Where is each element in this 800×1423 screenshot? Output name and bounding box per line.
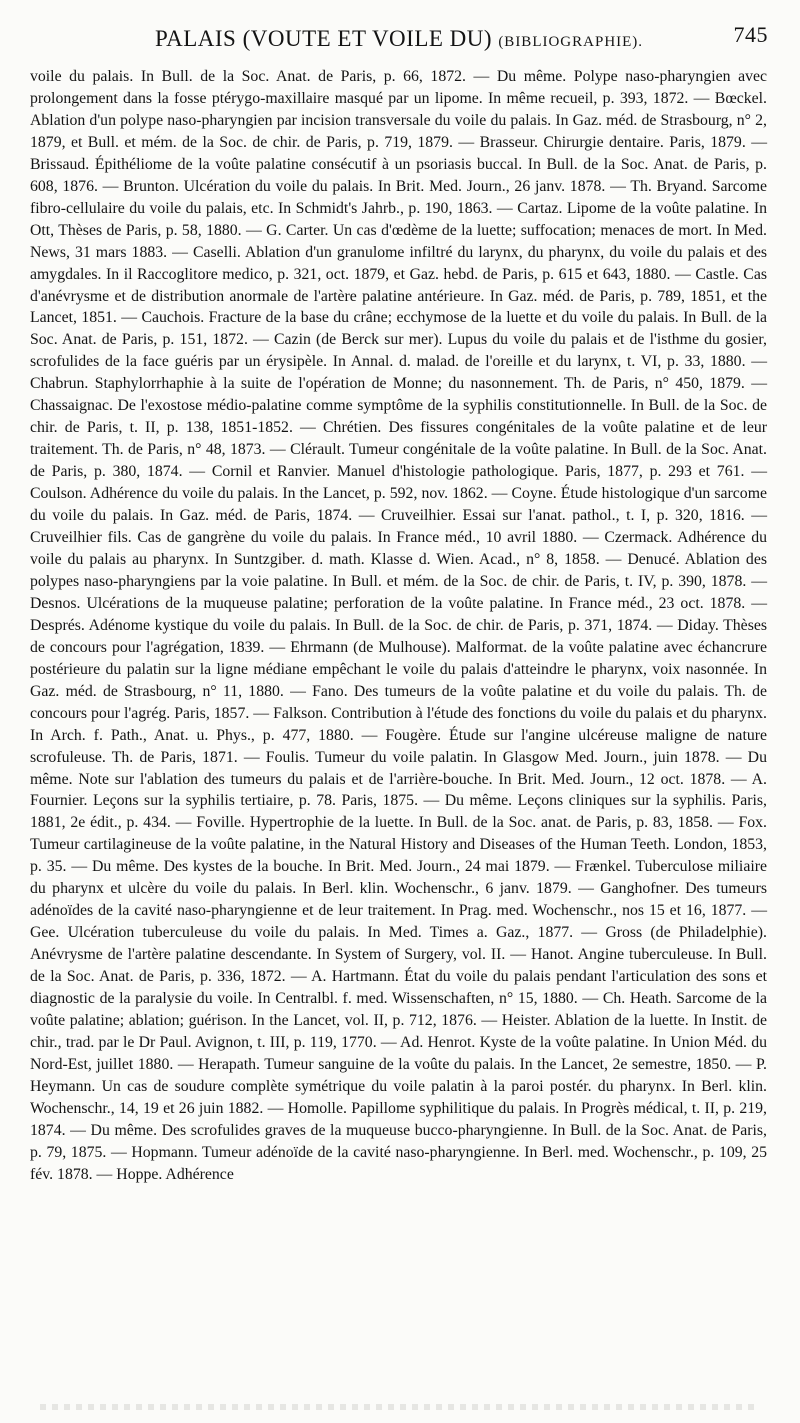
section-label: (BIBLIOGRAPHIE).: [498, 34, 644, 50]
bibliography-text: voile du palais. In Bull. de la Soc. Anat. de Paris, p. 66, 1872. — Du même. Polype naso-pharyngien avec prolongement dans la fosse ptérygo-maxillaire masqué par un lipome. In même recueil, p. 393, 1872. — Bœckel. Ablation d'un polype naso-pharyngien par incision transversale du voile du palais. In Gaz. méd. de Strasbourg, n° 2, 1879, et Bull. et mém. de la Soc. de chir. de Paris, p. 719, 1879. — Brasseur. Chirurgie dentaire. Paris, 1879. — Brissaud. Épithéliome de la voûte palatine consécutif à un psoriasis buccal. In Bull. de la Soc. Anat. de Paris, p. 608, 1876. — Brunton. Ulcération du voile du palais. In Brit. Med. Journ., 26 janv. 1878. — Th. Bryand. Sarcome fibro-cellulaire du voile du palais, etc. In Schmidt's Jahrb., p. 190, 1863. — Cartaz. Lipome de la voûte palatine. In Ott, Thèses de Paris, p. 58, 1880. — G. Carter. Un cas d'œdème de la luette; suffocation; menaces de mort. In Med. News, 31 mars 1883. — Caselli. Ablation d'un granulome infiltré du larynx, du pharynx, du voile du palais et des amygdales. In il Raccoglitore medico, p. 321, oct. 1879, et Gaz. hebd. de Paris, p. 615 et 643, 1880. — Castle. Cas d'anévrysme et de distribution anormale de l'artère palatine antérieure. In Gaz. méd. de Paris, p. 789, 1851, et the Lancet, 1851. — Cauchois. Fracture de la base du crâne; ecchymose de la luette et du voile du palais. In Bull. de la Soc. Anat. de Paris, p. 151, 1872. — Cazin (de Berck sur mer). Lupus du voile du palais et de l'isthme du gosier, scrofulides de la face guéris par un érysipèle. In Annal. d. malad. de l'oreille et du larynx, t. VI, p. 33, 1880. — Chabrun. Staphylorrhaphie à la suite de l'opération de Monne; du nasonnement. Th. de Paris, n° 450, 1879. — Chassaignac. De l'exostose médio-palatine comme symptôme de la syphilis constitutionnelle. In Bull. de la Soc. de chir. de Paris, t. II, p. 138, 1851-1852. — Chrétien. Des fissures congénitales de la voûte palatine et de leur traitement. Th. de Paris, n° 48, 1873. — Clérault. Tumeur congénitale de la voûte palatine. In Bull. de la Soc. Anat. de Paris, p. 380, 1874. — Cornil et Ranvier. Manuel d'histologie pathologique. Paris, 1877, p. 293 et 761. — Coulson. Adhérence du voile du palais. In the Lancet, p. 592, nov. 1862. — Coyne. Étude histologique d'un sarcome du voile du palais. In Gaz. méd. de Paris, 1874. — Cruveilhier. Essai sur l'anat. pathol., t. I, p. 320, 1816. — Cruveilhier fils. Cas de gangrène du voile du palais. In France méd., 10 avril 1880. — Czermack. Adhérence du voile du palais au pharynx. In Suntzgiber. d. math. Klasse d. Wien. Acad., n° 8, 1858. — Denucé. Ablation des polypes naso-pharyngiens par la voie palatine. In Bull. et mém. de la Soc. de chir. de Paris, t. IV, p. 390, 1878. — Desnos. Ulcérations de la muqueuse palatine; perforation de la voûte palatine. In France méd., 23 oct. 1878. — Després. Adénome kystique du voile du palais. In Bull. de la Soc. de chir. de Paris, p. 371, 1874. — Diday. Thèses de concours pour l'agrégation, 1839. — Ehrmann (de Mulhouse). Malformat. de la voûte palatine avec échancrure postérieure du palatin sur la ligne médiane empêchant le voile du palais d'atteindre le pharynx, voix nasonnée. In Gaz. méd. de Strasbourg, n° 11, 1880. — Fano. Des tumeurs de la voûte palatine et du voile du palais. Th. de concours pour l'agrég. Paris, 1857. — Falkson. Contribution à l'étude des fonctions du voile du palais et du pharynx. In Arch. f. Path., Anat. u. Phys., p. 477, 1880. — Fougère. Étude sur l'angine ulcéreuse maligne de nature scrofuleuse. Th. de Paris, 1871. — Foulis. Tumeur du voile palatin. In Glasgow Med. Journ., juin 1878. — Du même. Note sur l'ablation des tumeurs du palais et de l'arrière-bouche. In Brit. Med. Journ., 12 oct. 1878. — A. Fournier. Leçons sur la syphilis tertiaire, p. 78. Paris, 1875. — Du même. Leçons cliniques sur la syphilis. Paris, 1881, 2e édit., p. 434. — Foville. Hypertrophie de la luette. In Bull. de la Soc. anat. de Paris, p. 83, 1858. — Fox. Tumeur cartilagineuse de la voûte palatine, in the Natural History and Diseases of the Human Teeth. London, 1853, p. 35. — Du même. Des kystes de la bouche. In Brit. Med. Journ., 24 mai 1879. — Frænkel. Tuberculose miliaire du pharynx et ulcère du voile du palais. In Berl. klin. Wochenschr., 6 janv. 1879. — Ganghofner. Des tumeurs adénoïdes de la cavité naso-pharyngienne et de leur traitement. In Prag. med. Wochenschr., nos 15 et 16, 1877. — Gee. Ulcération tuberculeuse du voile du palais. In Med. Times a. Gaz., 1877. — Gross (de Philadelphie). Anévrysme de l'artère palatine descendante. In System of Surgery, vol. II. — Hanot. Angine tuberculeuse. In Bull. de la Soc. Anat. de Paris, p. 336, 1872. — A. Hartmann. État du voile du palais pendant l'articulation des sons et diagnostic de la paralysie du voile. In Centralbl. f. med. Wissenschaften, n° 15, 1880. — Ch. Heath. Sarcome de la voûte palatine; ablation; guérison. In the Lancet, vol. II, p. 712, 1876. — Heister. Ablation de la luette. In Instit. de chir., trad. par le Dr Paul. Avignon, t. III, p. 119, 1770. — Ad. Henrot. Kyste de la voûte palatine. In Union Méd. du Nord-Est, juillet 1880. — Herapath. Tumeur sanguine de la voûte du palais. In the Lancet, 2e semestre, 1850. — P. Heymann. Un cas de soudure complète symétrique du voile palatin à la paroi postér. du pharynx. In Berl. klin. Wochenschr., 14, 19 et 26 juin 1882. — Homolle. Papillome syphilitique du palais. In Progrès médical, t. II, p. 219, 1874. — Du même. Des scrofulides graves de la muqueuse bucco-pharyngienne. In Bull. de la Soc. Anat. de Paris, p. 79, 1875. — Hopmann. Tumeur adénoïde de la cavité naso-pharyngienne. In Berl. med. Wochenschr., p. 109, 25 fév. 1878. — Hoppe. Adhérence: [30, 68, 767, 1183]
running-header: [30, 22, 768, 56]
running-title: PALAIS (VOUTE ET VOILE DU): [154, 26, 493, 51]
page-number: 745: [733, 22, 768, 47]
bottom-scan-artifact: [40, 1404, 760, 1410]
